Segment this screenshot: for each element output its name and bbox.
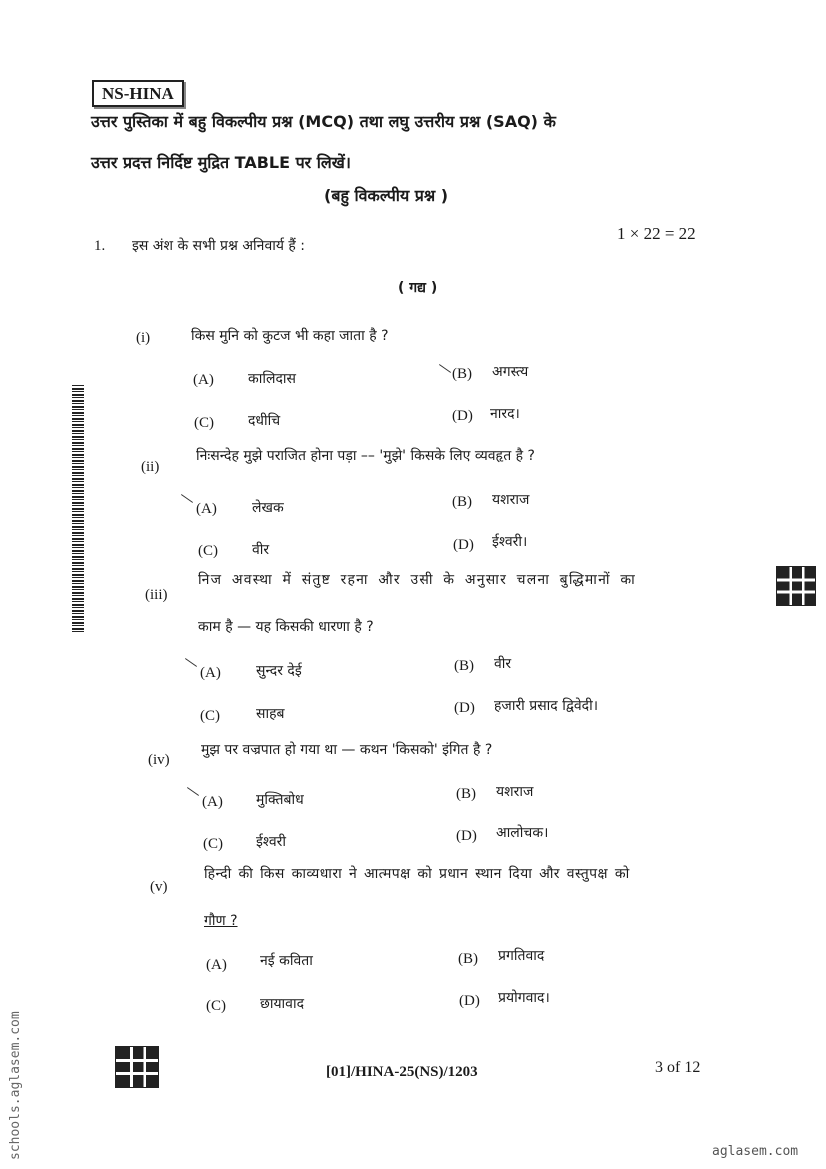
footer-paper-code: [01]/HINA-25(NS)/1203: [326, 1064, 478, 1080]
paper-code: NS-HINA: [92, 80, 184, 107]
option-label: (C): [194, 415, 214, 431]
option-text: सुन्दर देई: [256, 663, 302, 679]
option-label: (B): [458, 951, 478, 967]
option-label: (B): [454, 658, 474, 674]
option-text: वीर: [494, 656, 512, 672]
option-label: (A): [206, 957, 227, 973]
option-text: मुक्तिबोध: [256, 792, 304, 808]
side-watermark: schools.aglasem.com: [8, 1011, 23, 1160]
question-roman: (ii): [141, 459, 160, 475]
question-roman: (iv): [148, 752, 170, 768]
marks: 1 × 22 = 22: [617, 224, 696, 243]
question-text-line-2: काम है — यह किसकी धारणा है ?: [198, 619, 374, 635]
tick-mark-icon: [185, 658, 197, 667]
option-label: (C): [206, 998, 226, 1014]
option-text: अगस्त्य: [492, 364, 529, 380]
option-text: प्रगतिवाद: [498, 948, 545, 964]
option-text: नारद।: [490, 406, 520, 422]
option-text: लेखक: [252, 500, 284, 516]
option-label: (B): [452, 494, 472, 510]
option-label: (D): [459, 993, 480, 1009]
option-text: यशराज: [492, 492, 530, 508]
barcode-icon: [72, 385, 84, 633]
question-number: 1.: [94, 238, 106, 254]
option-label: (A): [196, 501, 217, 517]
page-number: 3 of 12: [655, 1059, 701, 1076]
option-text: आलोचक।: [496, 825, 549, 841]
question-instruction: इस अंश के सभी प्रश्न अनिवार्य हैं :: [132, 238, 306, 254]
option-label: (C): [198, 543, 218, 559]
question-roman: (v): [150, 879, 168, 895]
subsection-gadya: ( गद्य ): [398, 280, 438, 296]
option-label: (D): [456, 828, 477, 844]
question-text: निःसन्देह मुझे पराजित होना पड़ा –– 'मुझे' किसके लिए व्यवहृत है ?: [196, 448, 535, 464]
option-label: (A): [193, 372, 214, 388]
option-label: (C): [200, 708, 220, 724]
tick-mark-icon: [187, 787, 199, 796]
section-title: (बहु विकल्पीय प्रश्न ): [324, 186, 449, 205]
option-label: (A): [200, 665, 221, 681]
option-text: प्रयोगवाद।: [498, 990, 550, 1006]
option-text: वीर: [252, 542, 270, 558]
bottom-watermark: aglasem.com: [712, 1144, 799, 1159]
question-roman: (iii): [145, 587, 168, 603]
option-label: (B): [452, 366, 472, 382]
tick-mark-icon: [439, 364, 451, 373]
question-text-line-1: निज अवस्था में संतुष्ट रहना और उसी के अनुसार चलना बुद्धिमानों का: [198, 572, 636, 588]
option-text: साहब: [256, 706, 285, 722]
instruction-line-1: उत्तर पुस्तिका में बहु विकल्पीय प्रश्न (MCQ) तथा लघु उत्तरीय प्रश्न (SAQ) के: [91, 112, 556, 131]
option-text: कालिदास: [248, 371, 297, 387]
qr-code-icon: [115, 1046, 159, 1088]
question-text-line-1: हिन्दी की किस काव्यधारा ने आत्मपक्ष को प्रधान स्थान दिया और वस्तुपक्ष को: [204, 866, 630, 882]
question-text: किस मुनि को कुटज भी कहा जाता है ?: [191, 328, 389, 344]
question-text-line-2: गौण ?: [204, 913, 238, 929]
option-label: (D): [452, 408, 473, 424]
option-label: (B): [456, 786, 476, 802]
qr-code-icon: [776, 566, 816, 606]
instruction-line-2: उत्तर प्रदत्त निर्दिष्ट मुद्रित TABLE पर लिखें।: [91, 153, 351, 172]
option-label: (D): [453, 537, 474, 553]
option-text: नई कविता: [260, 953, 313, 969]
option-text: हजारी प्रसाद द्विवेदी।: [494, 698, 599, 714]
option-text: ईश्वरी।: [492, 534, 528, 550]
option-label: (D): [454, 700, 475, 716]
question-roman: (i): [136, 330, 151, 346]
question-text: मुझ पर वज्रपात हो गया था — कथन 'किसको' इंगित है ?: [201, 742, 493, 758]
tick-mark-icon: [181, 494, 193, 503]
option-label: (A): [202, 794, 223, 810]
option-text: ईश्वरी: [256, 834, 286, 850]
option-text: यशराज: [496, 784, 534, 800]
option-text: छायावाद: [260, 996, 305, 1012]
option-text: दधीचि: [248, 413, 281, 429]
option-label: (C): [203, 836, 223, 852]
